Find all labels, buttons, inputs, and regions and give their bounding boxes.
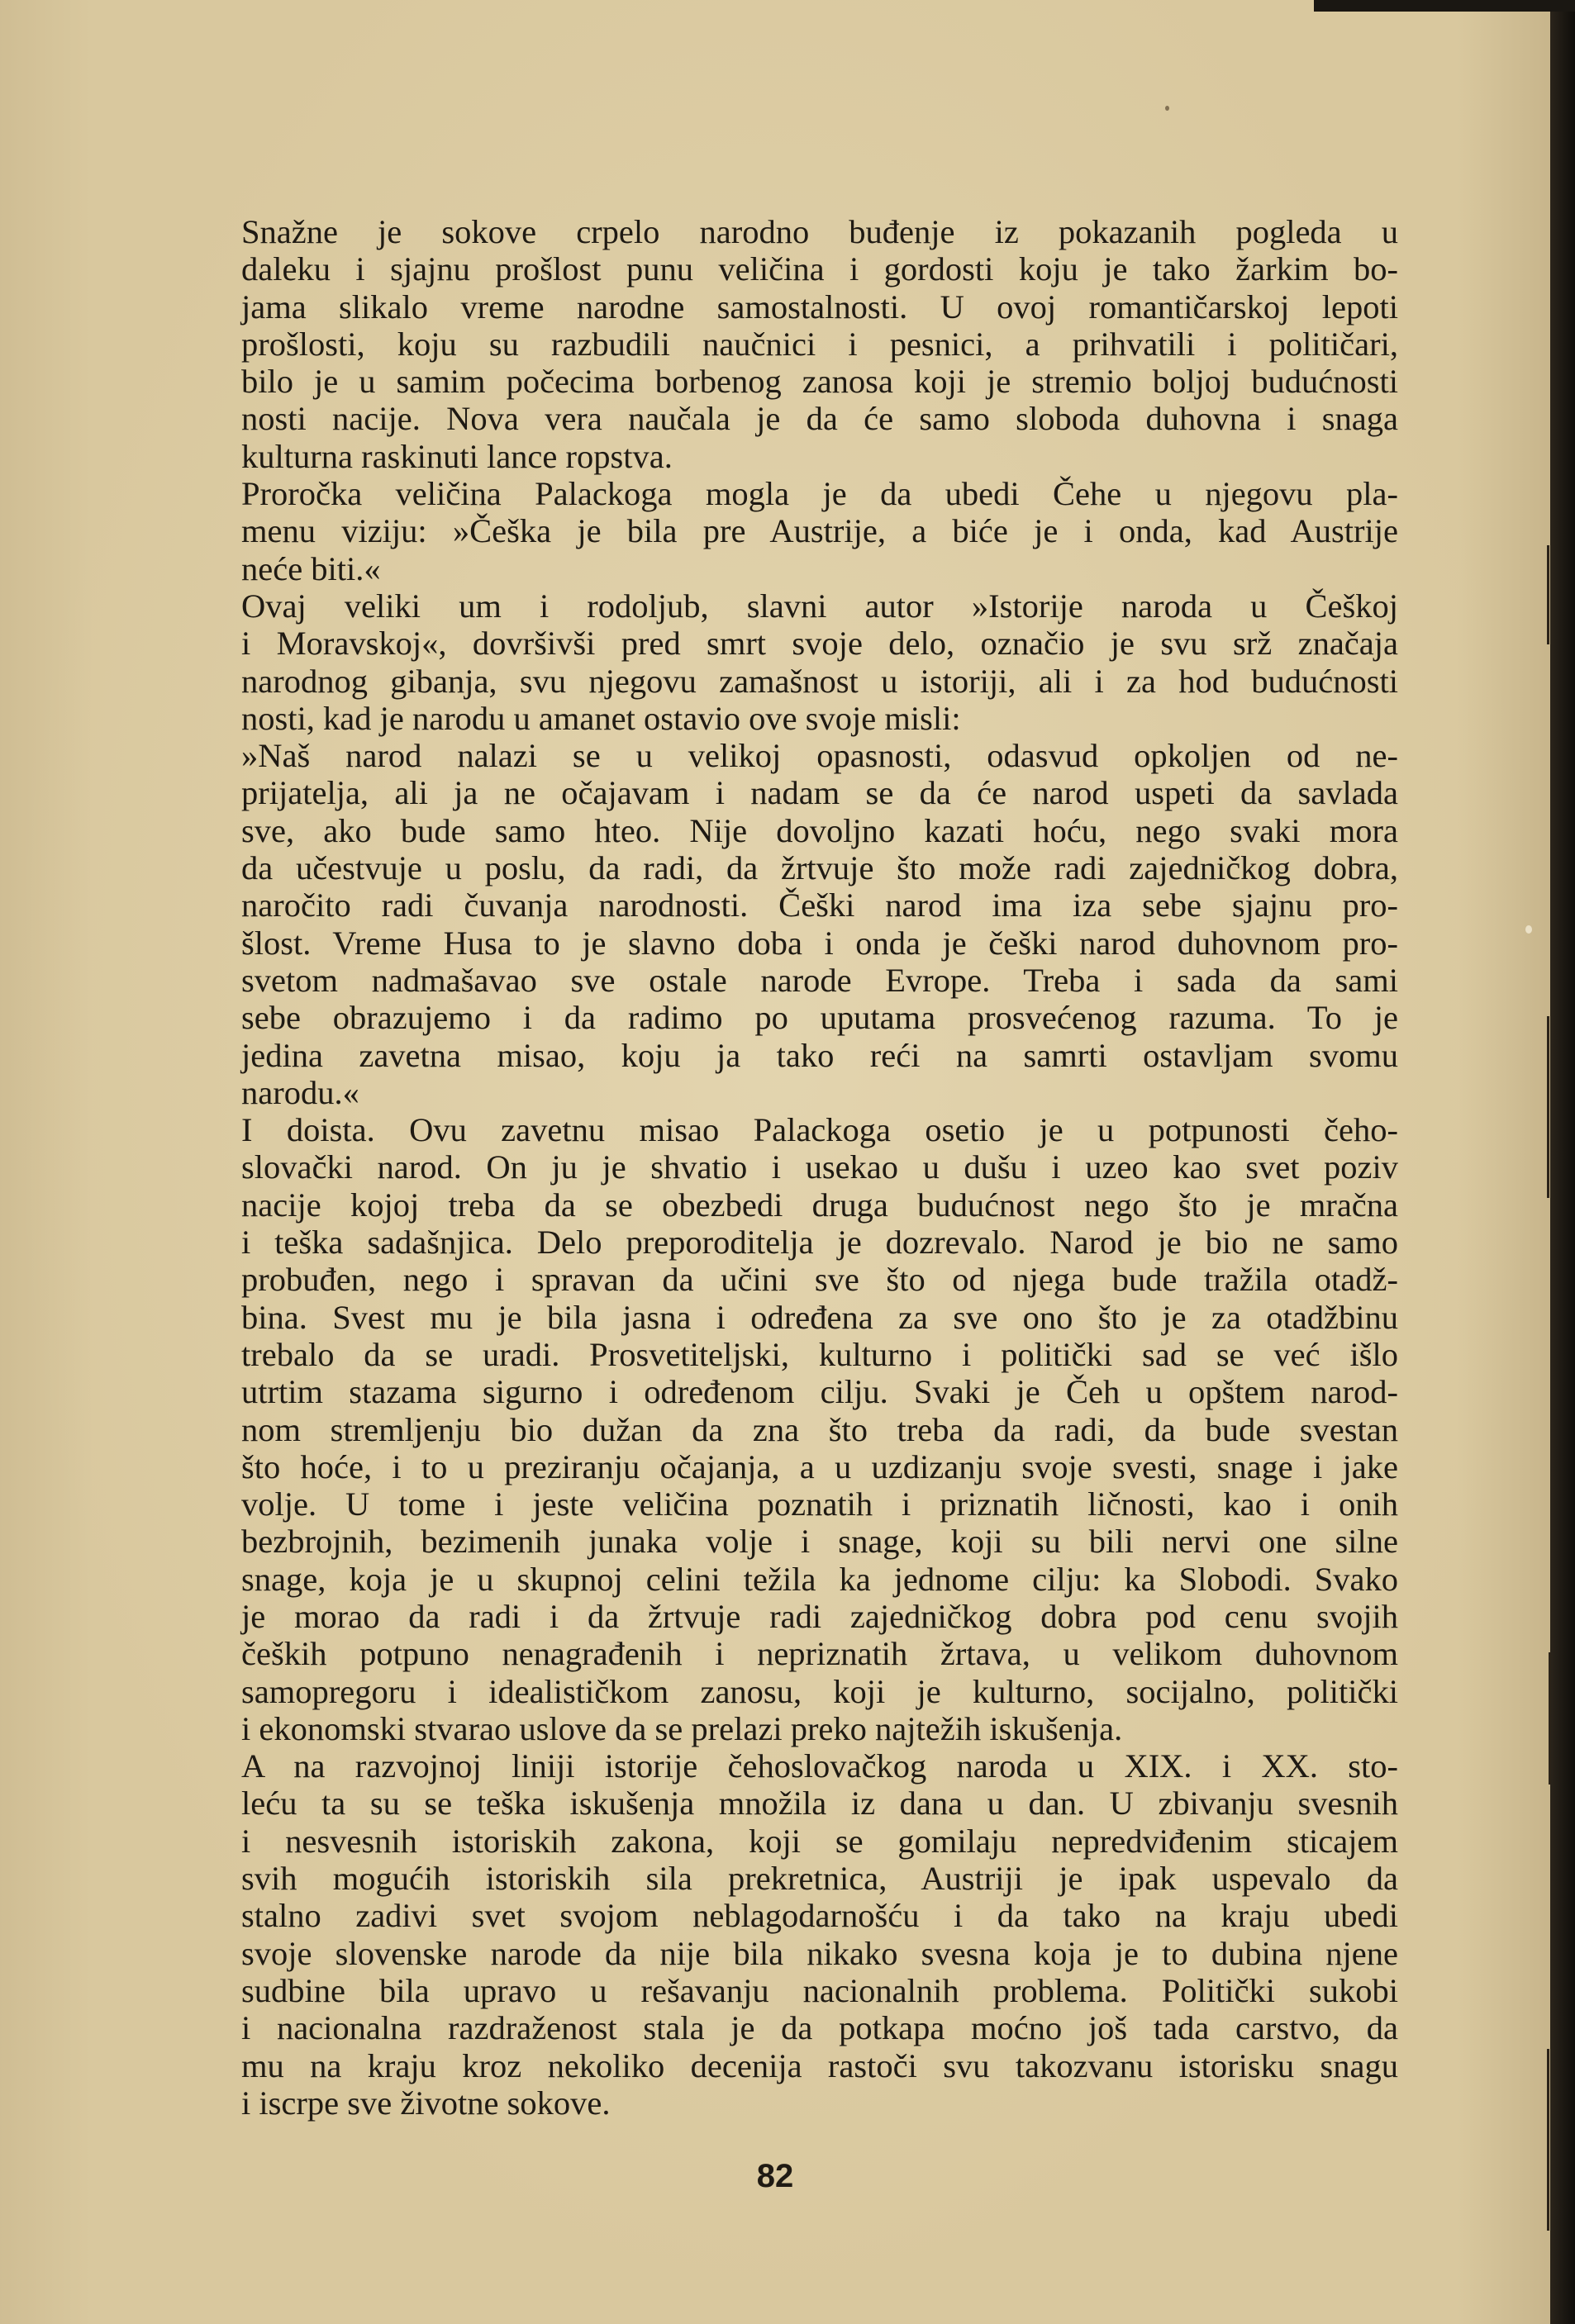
paper-speck bbox=[1525, 925, 1532, 934]
text-line: samopregoru i idealističkom zanosu, koji je kulturno, socijalno, politički bbox=[241, 1672, 1398, 1710]
paragraph-5 bbox=[241, 1111, 1398, 1747]
text-line: bezbrojnih, bezimenih junaka volje i snage, koji su bili nervi one silne bbox=[241, 1523, 1398, 1561]
text-line: volje. U tome i jeste veličina poznatih i priznatih ličnosti, kao i onih bbox=[241, 1485, 1398, 1523]
text-line: nom stremljenju bio dužan da zna što treba da radi, da bude svestan bbox=[241, 1410, 1398, 1448]
binding-mark bbox=[1547, 545, 1549, 644]
text-line: daleku i sjajnu prošlost punu veličina i gordosti koju je tako žarkim bo- bbox=[241, 250, 1398, 288]
binding-mark bbox=[1549, 1652, 1551, 1785]
text-line: prošlosti, koju su razbudili naučnici i pesnici, a prihvatili i političari, bbox=[241, 325, 1398, 363]
text-line: slovački narod. On ju je shvatio i usekao u dušu i uzeo kao svet poziv bbox=[241, 1148, 1398, 1186]
text-line: nosti nacije. Nova vera naučala je da će samo sloboda duhovna i snaga bbox=[241, 400, 1398, 438]
text-line: jama slikalo vreme narodne samostalnosti. U ovoj romantičarskoj lepoti bbox=[241, 288, 1398, 326]
paragraph-3 bbox=[241, 587, 1398, 737]
text-line: bilo je u samim počecima borbenog zanosa koji je stremio boljoj budućnosti bbox=[241, 363, 1398, 401]
text-line: šlost. Vreme Husa to je slavno doba i onda je češki narod duhovnom pro- bbox=[241, 924, 1398, 962]
text-line: sudbine bila upravo u rešavanju nacionalnih problema. Politički sukobi bbox=[241, 1971, 1398, 2009]
text-line: stalno zadivi svet svojom neblagodarnošću i da tako na kraju ubedi bbox=[241, 1897, 1398, 1935]
text-line: bina. Svest mu je bila jasna i određena za sve ono što je za otadžbinu bbox=[241, 1298, 1398, 1336]
text-line: da učestvuje u poslu, da radi, da žrtvuje što može radi zajedničkog dobra, bbox=[241, 849, 1398, 887]
text-line: i Moravskoj«, dovršivši pred smrt svoje delo, označio je svu srž značaja bbox=[241, 625, 1398, 663]
text-line: mu na kraju kroz nekoliko decenija rastoči svu takozvanu istorisku snagu bbox=[241, 2046, 1398, 2084]
text-line: nosti, kad je narodu u amanet ostavio ove svoje misli: bbox=[241, 699, 961, 737]
text-line: svih mogućih istoriskih sila prekretnica, Austriji je ipak uspevalo da bbox=[241, 1860, 1398, 1898]
paragraph-2 bbox=[241, 475, 1398, 587]
paragraph-1 bbox=[241, 213, 1398, 475]
page-text bbox=[241, 213, 1398, 2122]
text-line: svoje slovenske narode da nije bila nikako svesna koja je to dubina njene bbox=[241, 1934, 1398, 1972]
text-line: leću ta su se teška iskušenja množila iz dana u dan. U zbivanju svesnih bbox=[241, 1785, 1398, 1823]
text-line: i ekonomski stvarao uslove da se prelazi preko najtežih iskušenja. bbox=[241, 1709, 1123, 1747]
text-line: utrtim stazama sigurno i određenom cilju. Svaki je Čeh u opštem narod- bbox=[241, 1373, 1398, 1411]
text-line: trebalo da se uradi. Prosvetiteljski, kulturno i politički sad se već išlo bbox=[241, 1335, 1398, 1373]
text-line: i teška sadašnjica. Delo preporoditelja je dozrevalo. Narod je bio ne samo bbox=[241, 1224, 1398, 1262]
text-line: sebe obrazujemo i da radimo po uputama prosvećenog razuma. To je bbox=[241, 999, 1398, 1037]
page-number: 82 bbox=[756, 2158, 794, 2194]
text-line: I doista. Ovu zavetnu misao Palackoga osetio je u potpunosti čeho- bbox=[241, 1111, 1398, 1149]
text-line: jedina zavetna misao, koju ja tako reći na samrti ostavljam svomu bbox=[241, 1036, 1398, 1074]
text-line: »Naš narod nalazi se u velikoj opasnosti, odasvud opkoljen od ne- bbox=[241, 737, 1398, 775]
text-line: je morao da radi i da žrtvuje radi zajedničkog dobra pod cenu svojih bbox=[241, 1597, 1398, 1635]
text-line: Snažne je sokove crpelo narodno buđenje iz pokazanih pogleda u bbox=[241, 213, 1398, 250]
text-line: narodu.« bbox=[241, 1073, 359, 1111]
paragraph-6 bbox=[241, 1747, 1398, 2122]
text-line: A na razvojnoj liniji istorije čehoslovačkog naroda u XIX. i XX. sto- bbox=[241, 1747, 1398, 1785]
binding-mark bbox=[1547, 2049, 1549, 2231]
text-line: Proročka veličina Palackoga mogla je da ubedi Čehe u njegovu pla- bbox=[241, 475, 1398, 513]
text-line: i nesvesnih istoriskih zakona, koji se gomilaju nepredviđenim sticajem bbox=[241, 1822, 1398, 1860]
text-line: probuđen, nego i spravan da učini sve što od njega bude tražila otadž- bbox=[241, 1261, 1398, 1299]
text-line: nacije kojoj treba da se obezbedi druga budućnost nego što je mračna bbox=[241, 1186, 1398, 1224]
text-line: neće biti.« bbox=[241, 549, 381, 587]
page-edge-top bbox=[1314, 0, 1575, 12]
text-line: snage, koja je u skupnoj celini težila ka jednome cilju: ka Slobodi. Svako bbox=[241, 1560, 1398, 1598]
text-line: što hoće, i to u preziranju očajanja, a u uzdizanju svoje svesti, snage i jake bbox=[241, 1447, 1398, 1485]
text-line: kulturna raskinuti lance ropstva. bbox=[241, 437, 673, 475]
text-line: sve, ako bude samo hteo. Nije dovoljno kazati hoću, nego svaki mora bbox=[241, 811, 1398, 849]
text-line: naročito radi čuvanja narodnosti. Češki narod ima iza sebe sjajnu pro- bbox=[241, 886, 1398, 924]
page-edge-shadow bbox=[1550, 0, 1575, 2324]
text-line: prijatelja, ali ja ne očajavam i nadam se da će narod uspeti da savlada bbox=[241, 774, 1398, 812]
text-line: Ovaj veliki um i rodoljub, slavni autor »Istorije naroda u Češkoj bbox=[241, 587, 1398, 625]
paragraph-4-quote bbox=[241, 737, 1398, 1111]
text-line: i nacionalna razdraženost stala je da potkapa moćno još tada carstvo, da bbox=[241, 2009, 1398, 2047]
text-line: menu viziju: »Češka je bila pre Austrije, a biće je i onda, kad Austrije bbox=[241, 512, 1398, 550]
text-line: čeških potpuno nenagrađenih i nepriznatih žrtava, u velikom duhovnom bbox=[241, 1635, 1398, 1673]
text-line: narodnog gibanja, svu njegovu zamašnost u istoriji, ali i za hod budućnosti bbox=[241, 662, 1398, 700]
paper-speck bbox=[1165, 106, 1169, 111]
binding-mark bbox=[1547, 1016, 1549, 1198]
text-line: svetom nadmašavao sve ostale narode Evrope. Treba i sada da sami bbox=[241, 961, 1398, 999]
text-line: i iscrpe sve životne sokove. bbox=[241, 2084, 611, 2122]
